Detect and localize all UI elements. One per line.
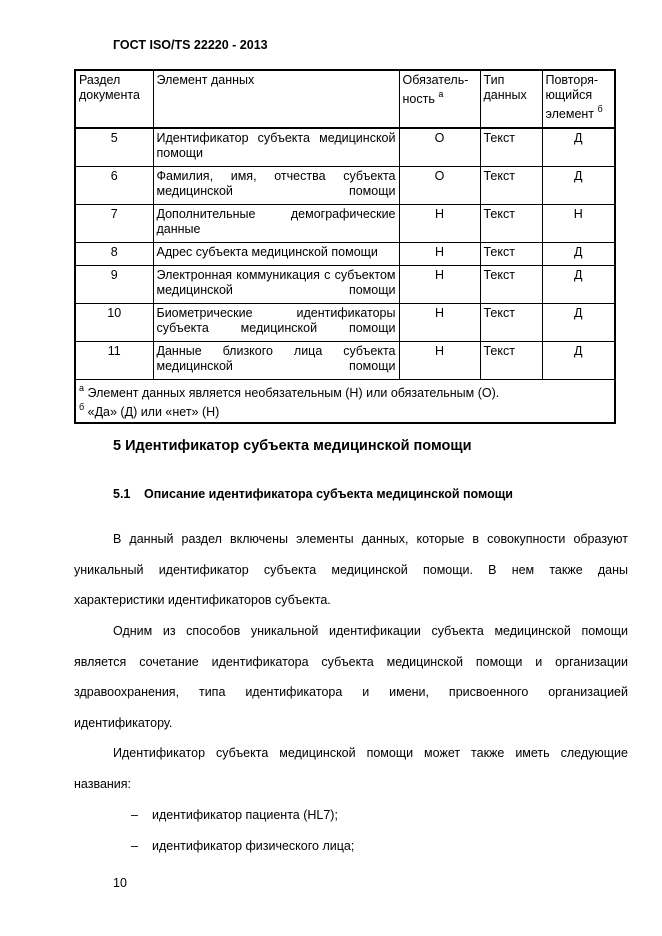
table-row: 10 Биометрические идентификаторы субъекта медицинской помощи Н Текст Д [75,303,615,341]
page-number: 10 [113,876,127,890]
list-item: – идентификатор пациента (HL7); [131,808,338,822]
data-elements-table [74,69,616,424]
subsection-title: Описание идентификатора субъекта медицинской помощи [144,487,513,501]
col-header-section: Раздел документа [75,70,153,128]
subsection-number: 5.1 [113,487,131,501]
table-row: 8 Адрес субъекта медицинской помощи Н Текст Д [75,242,615,265]
document-header: ГОСТ ISO/TS 22220 - 2013 [113,38,268,52]
col-header-repeating: Повторя-ющийся элемент $^б$ [542,70,615,128]
table-row: 11 Данные близкого лица субъекта медицинской помощи Н Текст Д [75,341,615,379]
section-heading: 5 Идентификатор субъекта медицинской помощи [113,438,472,454]
table-row: 6 Фамилия, имя, отчества субъекта медицинской помощи О Текст Д [75,166,615,204]
table-header-row [75,70,615,128]
paragraph-2: Одним из способов уникальной идентификации субъекта медицинской помощи является сочетание идентификатора субъекта медицинской помощи и организации здравоохранения, типа идентификатора и имени, присвоенного организацией идентификатору. [74,624,628,730]
paragraph-3: Идентификатор субъекта медицинской помощи может также иметь следующие названия: [74,746,628,791]
paragraph-1: В данный раздел включены элементы данных, которые в совокупности образуют уникальный идентификатор субъекта медицинской помощи. В нем также даны характеристики идентификаторов субъекта. [74,532,628,607]
list-item: – идентификатор физического лица; [131,839,355,853]
table-notes [75,379,615,423]
note-a: $^а$ Элемент данных является необязательным (Н) или обязательным (О). [79,382,500,400]
col-header-required: Обязатель-ность $^а$ [399,70,480,128]
col-header-element: Элемент данных [153,70,399,128]
table-row: 7 Дополнительные демографические данные Н Текст Н [75,204,615,242]
note-b: $^б$ «Да» (Д) или «нет» (Н) [79,401,220,419]
table-row: 5 Идентификатор субъекта медицинской помощи О Текст Д [75,128,615,166]
table-row: 9 Электронная коммуникация с субъектом медицинской помощи Н Текст Д [75,265,615,303]
col-header-type: Тип данных [480,70,542,128]
table-notes-row [75,379,615,423]
subsection-heading [113,487,513,501]
